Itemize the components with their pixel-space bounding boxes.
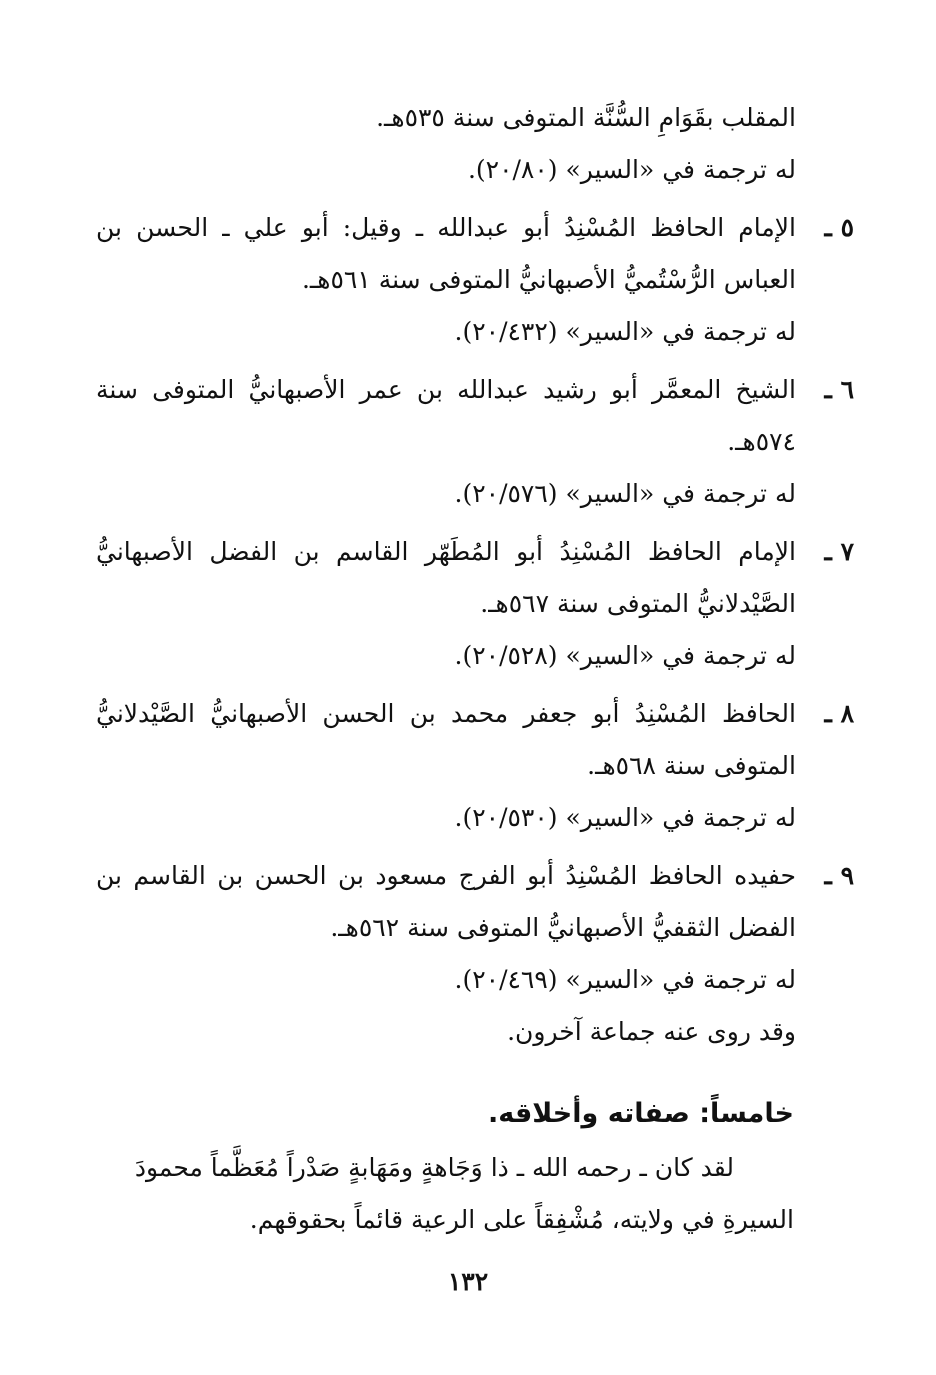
item-number: ٥ ـ [824, 213, 854, 242]
text-line: المقلب بقَوَامِ السُّنَّة المتوفى سنة ٥٣٥هـ. [376, 103, 796, 132]
list-item [96, 364, 854, 520]
item-text: الحافظ المُسْنِدُ أبو جعفر محمد بن الحسن الأصبهانيُّ الصَّيْدلانيُّ المتوفى سنة ٥٦٨هـ. [96, 699, 796, 780]
paragraph-text: لقد كان ـ رحمه الله ـ ذا وَجَاهةٍ ومَهَابةٍ صَدْراً مُعَظَّماً محمودَ السيرةِ في ولايته، مُشْفِقاً على الرعية قائماً بحقوقهم. [134, 1153, 794, 1234]
section-heading: خامساً: صفاته وأخلاقه. [487, 1098, 794, 1129]
item-number: ٩ ـ [824, 861, 854, 890]
list-item [96, 688, 854, 844]
citation-line: له ترجمة في «السير» (٢٠/٥٢٨). [454, 641, 796, 670]
page-body [96, 92, 854, 1058]
item-text: حفيده الحافظ المُسْنِدُ أبو الفرج مسعود بن الحسن بن القاسم بن الفضل الثقفيُّ الأصبهانيُّ المتوفى سنة ٥٦٢هـ. [96, 861, 796, 942]
item-text: الإمام الحافظ المُسْنِدُ أبو المُطَهّر القاسم بن الفضل الأصبهانيُّ الصَّيْدلانيُّ المتوفى سنة ٥٦٧هـ. [96, 537, 796, 618]
item-number: ٦ ـ [824, 375, 854, 404]
list-item [96, 202, 854, 358]
item-text: الإمام الحافظ المُسْنِدُ أبو عبدالله ـ وقيل: أبو علي ـ الحسن بن العباس الرُّسْتُميُّ الأصبهانيُّ المتوفى سنة ٥٦١هـ. [96, 213, 796, 294]
citation-line: له ترجمة في «السير» (٢٠/٨٠). [467, 155, 796, 184]
citation-line: له ترجمة في «السير» (٢٠/٥٧٦). [454, 479, 796, 508]
closing-note: وقد روى عنه جماعة آخرون. [507, 1017, 796, 1046]
citation-line: له ترجمة في «السير» (٢٠/٤٦٩). [454, 965, 796, 994]
list-item [96, 850, 854, 1058]
page-number: ١٣٢ [447, 1267, 489, 1296]
list-item [96, 526, 854, 682]
citation-line: له ترجمة في «السير» (٢٠/٥٣٠). [454, 803, 796, 832]
citation-line: له ترجمة في «السير» (٢٠/٤٣٢). [454, 317, 796, 346]
item-number: ٨ ـ [824, 699, 854, 728]
item-number: ٧ ـ [824, 537, 854, 566]
item-text: الشيخ المعمَّر أبو رشيد عبدالله بن عمر الأصبهانيُّ المتوفى سنة ٥٧٤هـ. [96, 375, 796, 456]
paragraph [96, 1142, 794, 1246]
